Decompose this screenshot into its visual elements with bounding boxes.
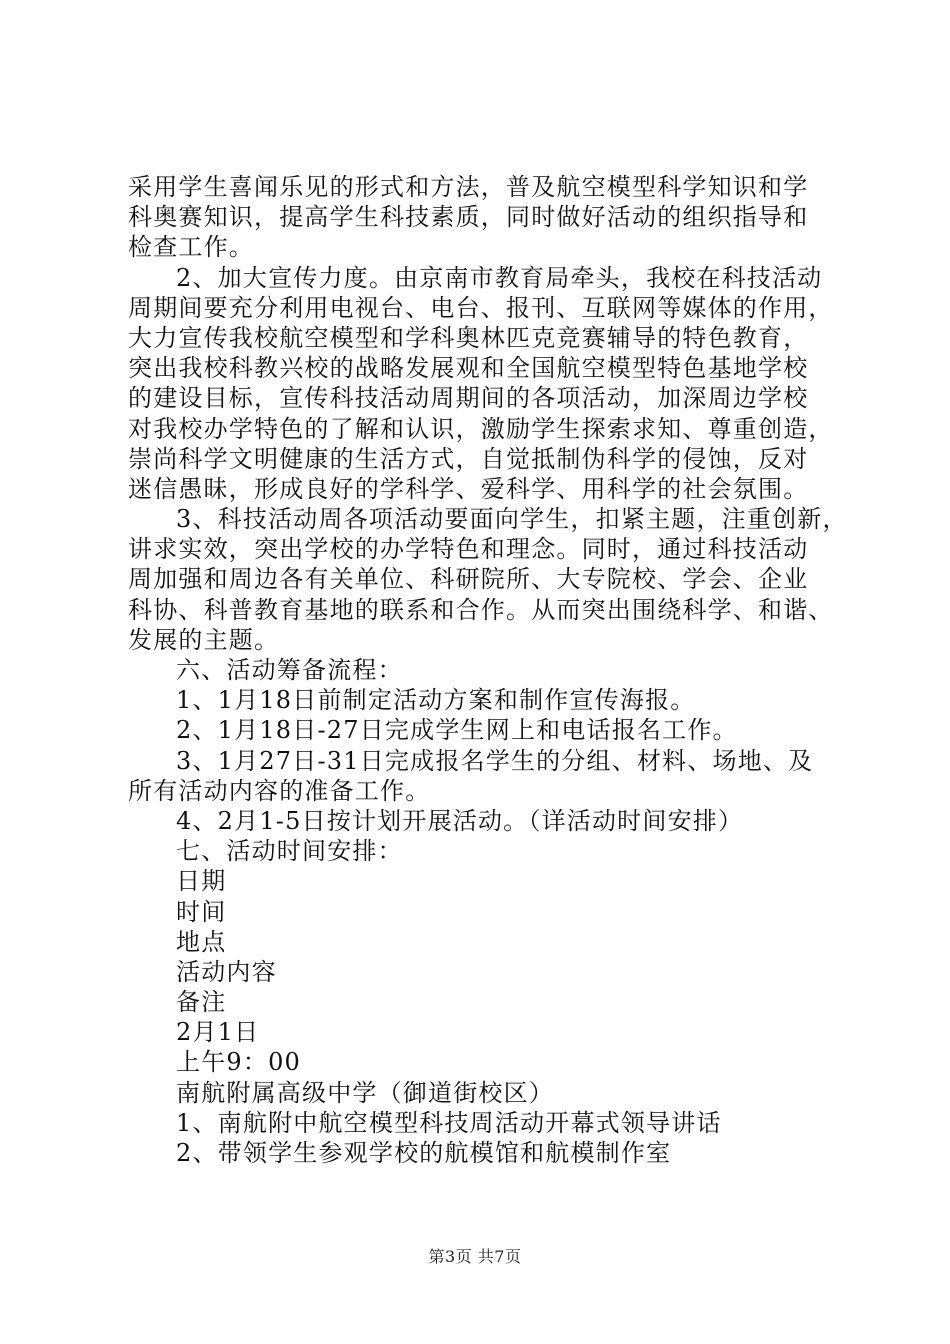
text-line: 崇尚科学文明健康的生活方式，自觉抵制伪科学的侵蚀，反对 bbox=[128, 444, 809, 473]
text-line: 七、活动时间安排： bbox=[176, 837, 403, 866]
text-line: 周加强和周边各有关单位、科研院所、大专院校、学会、企业 bbox=[128, 565, 809, 594]
text-line: 检查工作。 bbox=[128, 233, 254, 262]
text-line: 3、科技活动周各项活动要面向学生，扣紧主题，注重创新， bbox=[176, 505, 848, 534]
text-line: 活动内容 bbox=[176, 957, 277, 986]
document-body bbox=[128, 172, 848, 1168]
text-line: 备注 bbox=[176, 988, 227, 1017]
text-line: 1、1月18日前制定活动方案和制作宣传海报。 bbox=[176, 686, 696, 715]
text-line: 讲求实效，突出学校的办学特色和理念。同时，通过科技活动 bbox=[128, 535, 809, 564]
text-line: 采用学生喜闻乐见的形式和方法，普及航空模型科学知识和学 bbox=[128, 173, 809, 201]
text-line: 2、1月18日-27日完成学生网上和电话报名工作。 bbox=[176, 716, 738, 745]
text-line: 大力宣传我校航空模型和学科奥林匹克竞赛辅导的特色教育， bbox=[128, 323, 809, 352]
text-line: 南航附属高级中学（御道街校区） bbox=[176, 1078, 554, 1107]
text-line: 2、带领学生参观学校的航模馆和航模制作室 bbox=[176, 1139, 672, 1167]
text-line: 对我校办学特色的了解和认识，激励学生探索求知、尊重创造， bbox=[128, 414, 834, 443]
text-line: 科奥赛知识，提高学生科技素质，同时做好活动的组织指导和 bbox=[128, 203, 809, 232]
text-line: 时间 bbox=[176, 897, 227, 926]
page-footer: 第3页 共7页 bbox=[428, 1247, 522, 1266]
text-line: 2月1日 bbox=[176, 1018, 260, 1047]
text-line: 六、活动筹备流程： bbox=[176, 656, 403, 684]
text-line: 所有活动内容的准备工作。 bbox=[128, 776, 431, 805]
text-line: 迷信愚昧，形成良好的学科学、爱科学、用科学的社会氛围。 bbox=[128, 474, 809, 503]
text-line: 2、加大宣传力度。由京南市教育局牵头，我校在科技活动 bbox=[176, 263, 823, 292]
text-line: 日期 bbox=[176, 867, 227, 896]
text-line: 地点 bbox=[176, 927, 227, 956]
text-line: 上午9：00 bbox=[176, 1048, 302, 1077]
text-line: 的建设目标，宣传科技活动周期间的各项活动，加深周边学校 bbox=[128, 384, 809, 413]
text-line: 4、2月1-5日按计划开展活动。（详活动时间安排） bbox=[176, 806, 744, 835]
text-line: 突出我校科教兴校的战略发展观和全国航空模型特色基地学校 bbox=[128, 354, 809, 383]
text-line: 周期间要充分利用电视台、电台、报刊、互联网等媒体的作用， bbox=[128, 293, 834, 322]
text-line: 3、1月27日-31日完成报名学生的分组、材料、场地、及 bbox=[176, 746, 814, 775]
text-line: 科协、科普教育基地的联系和合作。从而突出围绕科学、和谐、 bbox=[128, 595, 834, 624]
text-line: 发展的主题。 bbox=[128, 625, 280, 654]
text-line: 1、南航附中航空模型科技周活动开幕式领导讲话 bbox=[176, 1108, 722, 1137]
